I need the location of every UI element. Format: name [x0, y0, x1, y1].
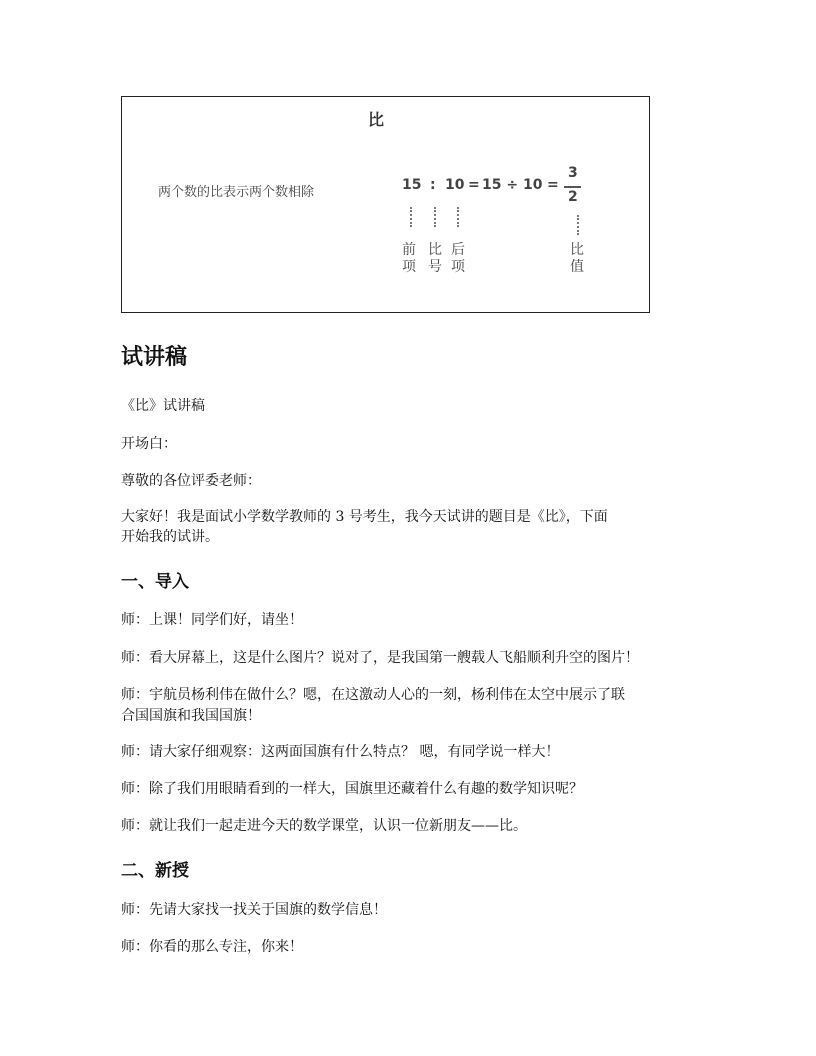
intro-salutation: 尊敬的各位评委老师： — [121, 473, 261, 489]
section-1-paragraph: 师：除了我们用眼睛看到的一样大，国旗里还藏着什么有趣的数学知识呢？ — [121, 781, 583, 797]
formula-division: 15 ÷ 10 — [482, 177, 543, 193]
section-2-paragraph: 师：你看的那么专注，你来！ — [121, 939, 303, 955]
ratio-diagram — [121, 96, 650, 313]
fraction-bar — [564, 186, 581, 188]
formula-equals-2: = — [547, 177, 559, 193]
intro-greeting-line-1: 大家好！我是面试小学数学教师的 3 号考生，我今天试讲的题目是《比》，下面 — [121, 509, 608, 525]
formula-antecedent: 15 — [402, 177, 422, 193]
section-1-paragraph: 师：上课！同学们好，请坐！ — [121, 612, 303, 628]
dotted-connector-consequent — [457, 207, 459, 227]
dotted-connector-ratio-value — [577, 215, 579, 235]
section-2-title: 二、新授 — [121, 861, 189, 881]
formula-equals-1: = — [468, 177, 480, 193]
section-1-paragraph: 师：宇航员杨利伟在做什么？嗯，在这激动人心的一刻，杨利伟在太空中展示了联 — [121, 687, 625, 703]
label-consequent: 后 项 — [451, 242, 465, 275]
diagram-description: 两个数的比表示两个数相除 — [158, 185, 315, 200]
section-1-paragraph: 合国国旗和我国国旗！ — [121, 708, 261, 724]
section-1-paragraph: 师：看大屏幕上，这是什么图片？说对了，是我国第一艘载人飞船顺利升空的图片！ — [121, 650, 639, 666]
label-ratio-value: 比 值 — [570, 242, 584, 275]
section-2-paragraph: 师：先请大家找一找关于国旗的数学信息！ — [121, 902, 387, 918]
formula-colon: : — [430, 177, 436, 193]
label-ratio-sign: 比 号 — [428, 242, 442, 275]
document-heading: 试讲稿 — [121, 344, 188, 370]
fraction-numerator: 3 — [568, 165, 578, 181]
diagram-title: 比 — [368, 110, 385, 129]
intro-opening: 开场白： — [121, 436, 177, 452]
section-1-title: 一、导入 — [121, 572, 189, 592]
intro-title: 《比》试讲稿 — [121, 398, 205, 414]
intro-greeting-line-2: 开始我的试讲。 — [121, 529, 219, 545]
section-1-paragraph: 师：请大家仔细观察：这两面国旗有什么特点？ 嗯，有同学说一样大！ — [121, 744, 560, 760]
dotted-connector-antecedent — [410, 207, 412, 227]
dotted-connector-colon — [434, 207, 436, 227]
section-1-paragraph: 师：就让我们一起走进今天的数学课堂，认识一位新朋友——比。 — [121, 818, 527, 834]
label-antecedent: 前 项 — [402, 242, 416, 275]
formula-consequent: 10 — [445, 177, 465, 193]
fraction-denominator: 2 — [568, 189, 578, 205]
